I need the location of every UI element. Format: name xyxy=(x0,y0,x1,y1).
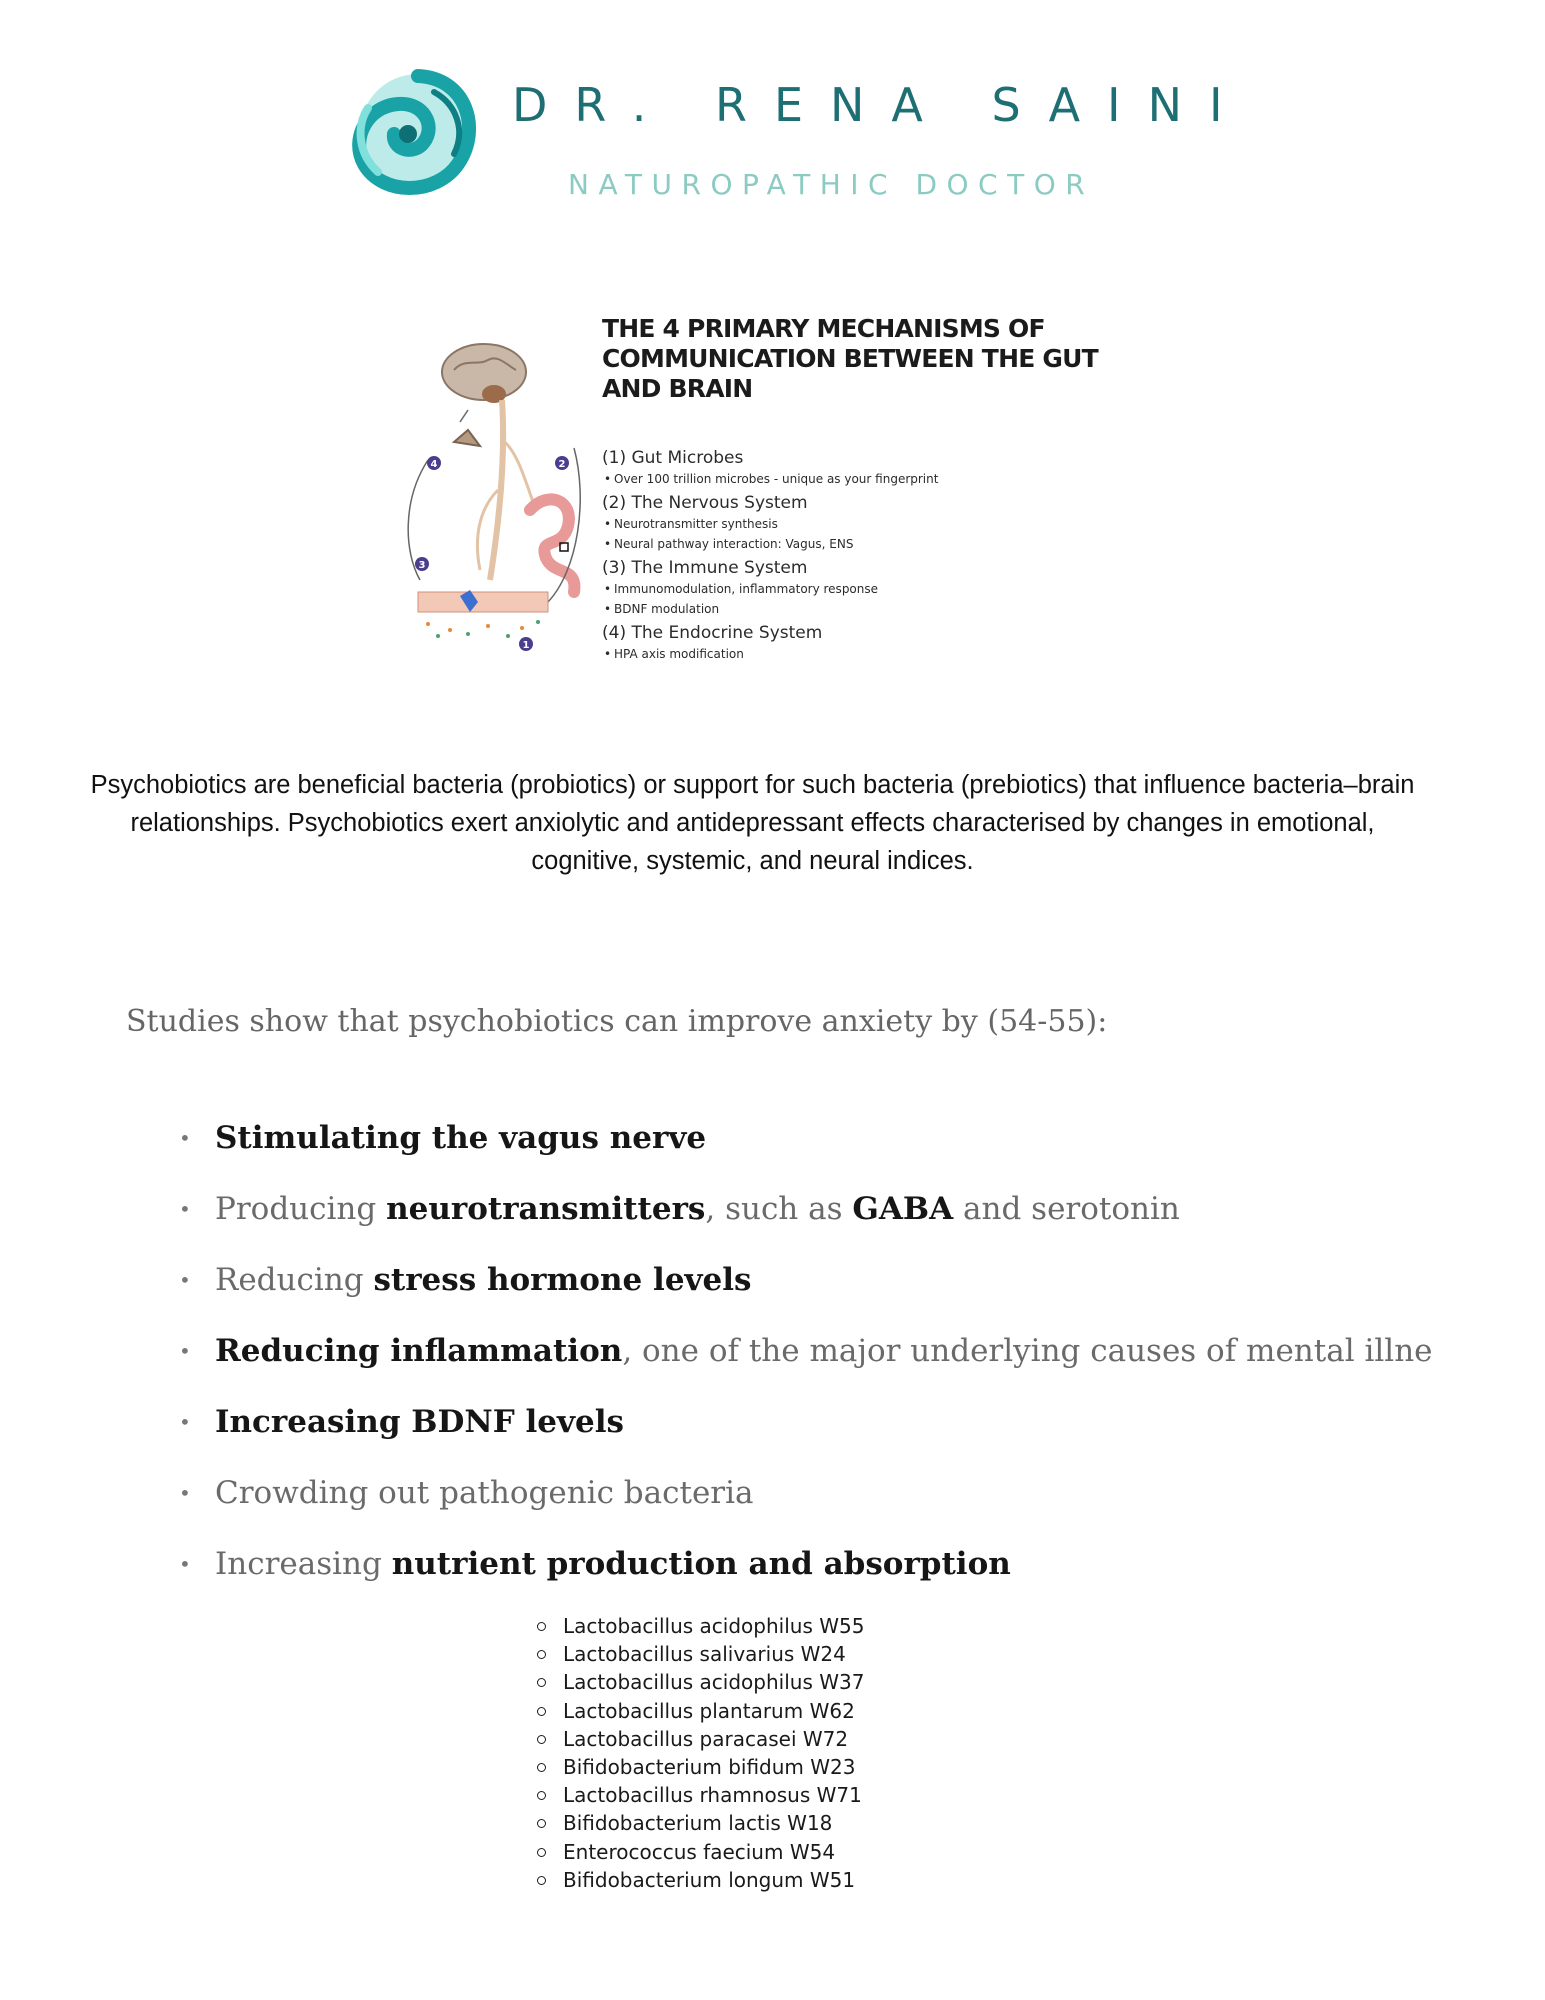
mechanism-list xyxy=(602,444,1122,664)
diagram-marker-2: 2 xyxy=(558,459,566,470)
bullet-icon: • xyxy=(179,1410,191,1434)
benefit-item xyxy=(175,1392,1515,1463)
strain-item: Lactobacillus acidophilus W37 xyxy=(535,1668,864,1696)
intestine-icon xyxy=(530,499,574,592)
gut-brain-diagram-icon xyxy=(398,340,598,660)
infographic-title: THE 4 PRIMARY MECHANISMS OF COMMUNICATION BETWEEN THE GUT AND BRAIN xyxy=(602,314,1098,403)
mechanism-heading: (4) The Endocrine System xyxy=(602,623,823,643)
studies-heading: Studies show that psychobiotics can improve anxiety by (54-55): xyxy=(126,1004,1108,1039)
diagram-marker-3: 3 xyxy=(418,560,426,571)
benefit-item xyxy=(175,1534,1515,1605)
bullet-icon: • xyxy=(179,1339,191,1363)
mechanism-point: • BDNF modulation xyxy=(602,599,1122,619)
bullet-icon: • xyxy=(179,1197,191,1221)
mechanism-point: • Neurotransmitter synthesis xyxy=(602,514,1122,534)
benefit-text: Reducing xyxy=(215,1262,374,1298)
mechanism-point: • Neural pathway interaction: Vagus, ENS xyxy=(602,534,1122,554)
benefit-text: , such as xyxy=(705,1191,853,1227)
benefit-item xyxy=(175,1250,1515,1321)
benefit-bold: stress hormone levels xyxy=(373,1262,752,1298)
benefit-item xyxy=(175,1179,1515,1250)
strain-item: Lactobacillus salivarius W24 xyxy=(535,1640,864,1668)
benefit-bold: nutrient production and absorption xyxy=(391,1546,1011,1582)
bullet-icon: • xyxy=(179,1268,191,1292)
strain-item: Lactobacillus paracasei W72 xyxy=(535,1725,864,1753)
brand-subtitle: NATUROPATHIC DOCTOR xyxy=(568,168,1095,201)
mechanism-heading: (2) The Nervous System xyxy=(602,493,808,513)
gland-icon xyxy=(454,430,480,446)
bullet-icon: • xyxy=(179,1126,191,1150)
benefit-text: Producing xyxy=(215,1191,387,1227)
logo-swirl-icon xyxy=(338,68,486,200)
benefit-text: , one of the major underlying causes of mental illne xyxy=(622,1333,1433,1369)
strain-item: Enterococcus faecium W54 xyxy=(535,1838,864,1866)
benefit-text: Crowding out pathogenic bacteria xyxy=(215,1475,754,1511)
diagram-marker-4: 4 xyxy=(430,459,438,470)
diagram-marker-1: 1 xyxy=(522,640,530,651)
mechanism-heading: (3) The Immune System xyxy=(602,558,808,578)
benefit-bold: Increasing BDNF levels xyxy=(215,1404,624,1440)
mechanism-heading: (1) Gut Microbes xyxy=(602,448,744,468)
intro-paragraph: Psychobiotics are beneficial bacteria (probiotics) or support for such bacteria (prebiotics) that influence bacteria–brain relationships. Psychobiotics exert anxiolytic and antidepressant effects characterised by changes in emotional, cognitive, systemic, and neural indices. xyxy=(90,771,1415,875)
benefit-bold: neurotransmitters xyxy=(386,1191,706,1227)
mechanism-point: • Over 100 trillion microbes - unique as your fingerprint xyxy=(602,469,1122,489)
strain-item: Bifidobacterium longum W51 xyxy=(535,1866,864,1894)
strain-item: Bifidobacterium lactis W18 xyxy=(535,1809,864,1837)
bullet-icon: • xyxy=(179,1552,191,1576)
benefit-item xyxy=(175,1108,1515,1179)
benefit-item xyxy=(175,1463,1515,1534)
benefit-text: and serotonin xyxy=(953,1191,1180,1227)
strain-list xyxy=(535,1612,864,1894)
brand-name: DR. RENA SAINI xyxy=(512,78,1250,132)
strain-item: Lactobacillus rhamnosus W71 xyxy=(535,1781,864,1809)
benefit-bold: GABA xyxy=(852,1191,954,1227)
benefit-text: Increasing xyxy=(215,1546,392,1582)
strain-item: Lactobacillus acidophilus W55 xyxy=(535,1612,864,1640)
benefit-list xyxy=(175,1108,1515,1605)
benefit-bold: Reducing inflammation xyxy=(215,1333,623,1369)
benefit-bold: Stimulating the vagus nerve xyxy=(215,1120,707,1156)
mechanism-point: • Immunomodulation, inflammatory response xyxy=(602,579,1122,599)
bullet-icon: • xyxy=(179,1481,191,1505)
mechanism-point: • HPA axis modification xyxy=(602,644,1122,664)
benefit-item xyxy=(175,1321,1515,1392)
strain-item: Bifidobacterium bifidum W23 xyxy=(535,1753,864,1781)
strain-item: Lactobacillus plantarum W62 xyxy=(535,1697,864,1725)
